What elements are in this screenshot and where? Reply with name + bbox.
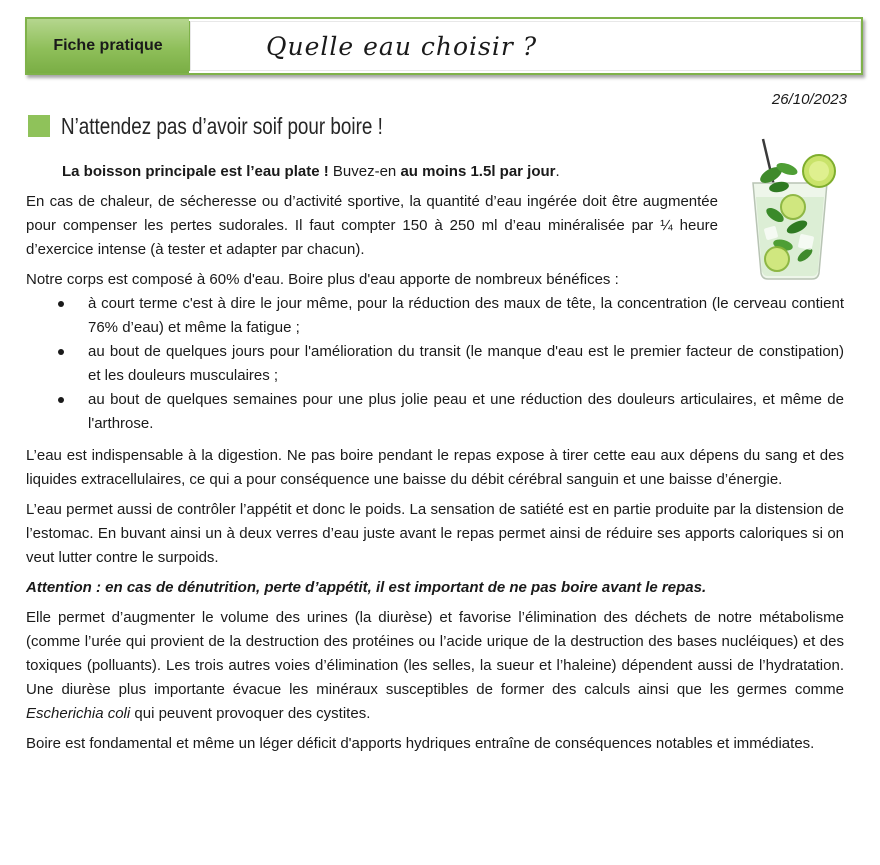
appetite-paragraph: L’eau permet aussi de contrôler l’appétit et donc le poids. La sensation de satiété est en partie produite par la distension de l’estomac. En buvant ainsi un à deux verres d’eau juste avant le repas permet ainsi de réduire ses apports caloriques si on veut lutter contre le surpoids. — [26, 501, 844, 566]
heat-paragraph: En cas de chaleur, de sécheresse ou d’activité sportive, la quantité d’eau ingérée doit être augmentée pour compenser les pertes sudorales. Il faut compter 150 à 250 ml d’eau minéralisée par ¼ heure d’exercice intense (à tester et adapter par chacun). — [26, 193, 718, 258]
header-tag: Fiche pratique — [27, 19, 189, 73]
article-body — [26, 160, 844, 756]
final-paragraph: Boire est fondamental et même un léger déficit d'apports hydriques entraîne de conséquences notables et immédiates. — [26, 735, 815, 752]
lead-end: . — [555, 163, 560, 180]
diuresis-paragraph — [26, 606, 844, 726]
section-square-icon — [28, 115, 50, 137]
lead-text: Buvez-en — [328, 163, 401, 180]
document-date: 26/10/2023 — [771, 91, 847, 108]
attention-note: Attention : en cas de dénutrition, perte d’appétit, il est important de ne pas boire avant le repas. — [26, 579, 707, 596]
diuresis-text: Elle permet d’augmenter le volume des urines (la diurèse) et favorise l’élimination des déchets de notre métabolisme (comme l’urée qui provient de la destruction des protéines ou l’acide urique de la destruction des bases nucléiques) et des toxiques (polluants). Les trois autres voies d’élimination (les selles, la sueur et l’haleine) dépendent aussi de l’hydratation. Une diurèse plus importante évacue les minéraux susceptibles de former des calculs ainsi que les germes comme — [26, 609, 844, 698]
lead-paragraph — [26, 160, 844, 184]
list-item: à court terme c'est à dire le jour même, pour la réduction des maux de tête, la concentration (le cerveau contient 76% d’eau) et même la fatigue ; — [26, 292, 844, 340]
benefits-list — [26, 292, 844, 436]
diuresis-text-end: qui peuvent provoquer des cystites. — [130, 705, 371, 722]
section-title: N’attendez pas d’avoir soif pour boire ! — [61, 112, 383, 139]
digestion-paragraph: L’eau est indispensable à la digestion. Ne pas boire pendant le repas expose à tirer cette eau aux dépens du sang et des liquides extracellulaires, ce qui a pour conséquence une baisse du débit cérébral sanguin et une baisse d’énergie. — [26, 447, 844, 488]
body-composition-paragraph: Notre corps est composé à 60% d'eau. Boire plus d'eau apporte de nombreux bénéfices : — [26, 271, 619, 288]
page-title: Quelle eau choisir ? — [189, 21, 861, 71]
lead-quantity: au moins 1.5l par jour — [400, 163, 556, 180]
page-header — [25, 17, 863, 75]
list-item: au bout de quelques semaines pour une plus jolie peau et une réduction des douleurs articulaires, et même de l'arthrose. — [26, 388, 844, 436]
section-heading — [28, 108, 454, 144]
list-item: au bout de quelques jours pour l'amélioration du transit (le manque d'eau est le premier facteur de constipation) et les douleurs musculaires ; — [26, 340, 844, 388]
lead-emphasis: La boisson principale est l’eau plate ! — [62, 163, 329, 180]
bacteria-name: Escherichia coli — [26, 705, 131, 722]
